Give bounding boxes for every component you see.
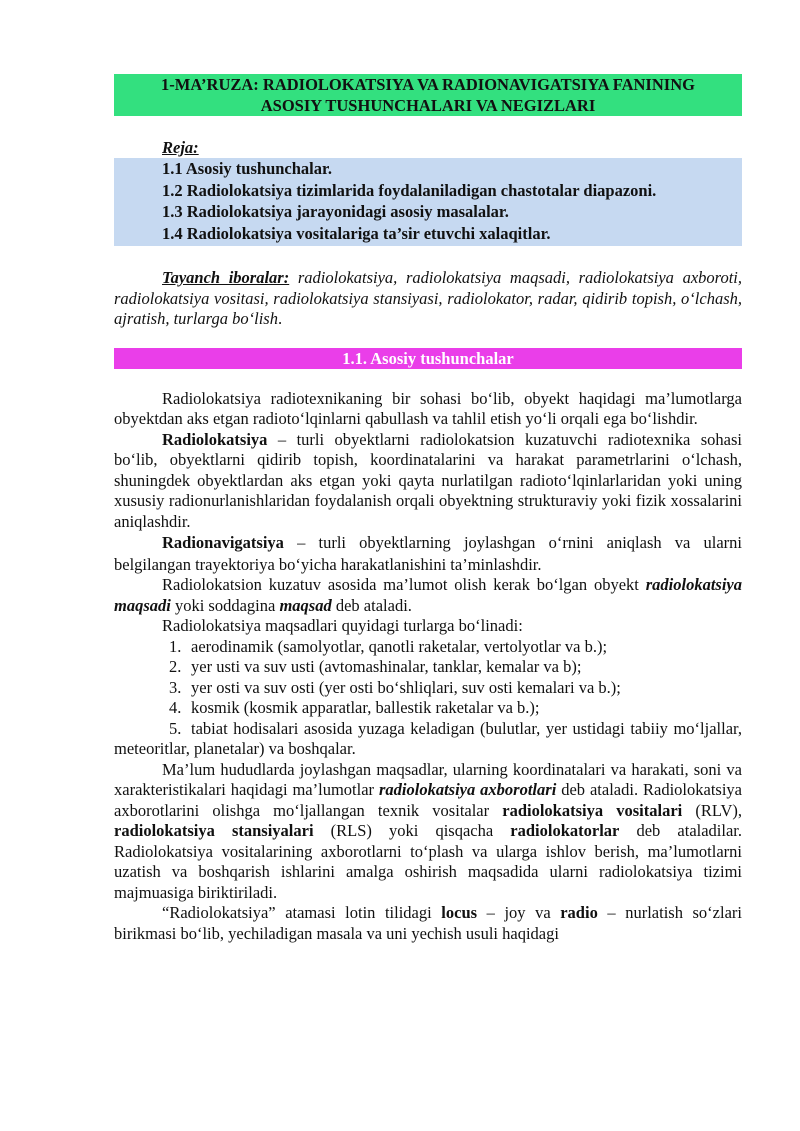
lecture-title-line-2: ASOSIY TUSHUNCHALARI VA NEGIZLARI [260, 96, 596, 115]
key-terms-end: . [277, 309, 283, 328]
list-item [114, 698, 742, 719]
term-radiolokatsiya-stansiyalari: radiolokatsiya stansiyalari [114, 821, 314, 840]
list-item-number: 5. [169, 718, 182, 738]
paragraph-7-text-b: – joy va [477, 903, 561, 922]
paragraph-4-text-b: yoki soddagina [170, 595, 280, 615]
term-radionavigatsiya: Radionavigatsiya [162, 533, 284, 552]
key-terms-label: Tayanch iboralar: [162, 268, 290, 287]
term-radiolokatsiya-axborotlari: radiolokatsiya axborotlari [378, 780, 557, 799]
paragraph-2 [114, 430, 742, 533]
term-radio: radio [560, 903, 598, 922]
paragraph-6-text-c: (RLV), [682, 800, 742, 820]
lecture-title [114, 74, 742, 116]
plan-heading: Reja: [162, 138, 199, 157]
paragraph-6 [114, 760, 742, 904]
document-page [114, 74, 742, 944]
list-item-text: aerodinamik (samolyotlar, qanotli raketalar, vertolyotlar va b.); [191, 636, 608, 656]
list-item [114, 657, 742, 678]
paragraph-3 [114, 532, 742, 575]
term-radiolokatorlar: radiolokatorlar [510, 821, 620, 840]
paragraph-7-text-a: “Radiolokatsiya” atamasi lotin tilidagi [162, 903, 442, 922]
paragraph-7 [114, 903, 742, 944]
term-radiolokatsiya: Radiolokatsiya [162, 429, 268, 449]
section-heading: 1.1. Asosiy tushunchalar [114, 348, 742, 369]
list-item-text: tabiat hodisalari asosida yuzaga keladigan (bulutlar, yer ustidagi tabiiy mo‘ljallar, meteoritlar, planetalar) va boshqalar. [114, 718, 742, 758]
plan-list [114, 158, 742, 246]
plan-item: 1.4 Radiolokatsiya vositalariga ta’sir etuvchi xalaqitlar. [162, 223, 551, 243]
paragraph-1: Radiolokatsiya radiotexnikaning bir sohasi bo‘lib, obyekt haqidagi ma’lumotlarga obyektdan aks etgan radioto‘lqinlarni qabullash va tahlil etish yo‘li orqali ega bo‘lishdir. [114, 388, 742, 428]
paragraph-3-text: – turli obyektlarning joylashgan o‘rnini aniqlash va ularni belgilangan trayektoriya bo‘yicha harakatlanishini ta’minlashdir. [114, 533, 742, 574]
lecture-title-line-1: 1-MA’RUZA: RADIOLOKATSIYA VA RADIONAVIGATSIYA FANINING [161, 75, 695, 94]
list-item-number: 4. [169, 698, 182, 717]
plan-item: 1.2 Radiolokatsiya tizimlarida foydalaniladigan chastotalar diapazoni. [162, 180, 657, 200]
term-maqsad: maqsad [279, 595, 332, 615]
plan-item: 1.1 Asosiy tushunchalar. [162, 159, 332, 178]
key-terms-text: radiolokatsiya, radiolokatsiya maqsadi, radiolokatsiya axboroti, radiolokatsiya vositasi, radiolokatsiya stansiyasi, radiolokator, radar, qidirib topish, o‘lchash, ajratish, turlarga bo‘lish [114, 268, 742, 328]
list-item-text: yer usti va suv usti (avtomashinalar, tanklar, kemalar va b); [191, 657, 582, 676]
list-item-number: 1. [169, 636, 182, 656]
paragraph-7-text-c: – nurlatish so‘zlari birikmasi bo‘lib, yechiladigan masala va uni yechish usuli haqidagi [114, 903, 742, 943]
list-item [114, 637, 742, 658]
paragraph-4 [114, 575, 742, 616]
list-item-text: kosmik (kosmik apparatlar, ballestik raketalar va b.); [191, 698, 540, 717]
list-item-number: 3. [169, 677, 182, 697]
paragraph-4-text-a: Radiolokatsion kuzatuv asosida ma’lumot olish kerak bo‘lgan obyekt [162, 575, 646, 594]
list-item [114, 678, 742, 699]
list-item-5 [114, 719, 742, 760]
target-types-list [114, 637, 742, 719]
paragraph-6-text-e: deb ataladilar. Radiolokatsiya vositalarining axborotlarni to‘plash va ularga ishlov berish, ma’lumotlarni uzatish va boshqarish ishlarini amalga oshirish maqsadida ularni radiolokatsiya tizimi majmuasiga biriktiriladi. [114, 821, 743, 902]
paragraph-6-text-b: deb ataladi. Radiolokatsiya axborotlarini olishga mo‘ljallangan texnik vositalar [114, 780, 743, 820]
list-item-number: 2. [169, 657, 182, 676]
term-locus: locus [441, 903, 478, 922]
key-terms-paragraph [114, 268, 742, 330]
paragraph-6-text-d: (RLS) yoki qisqacha [313, 821, 511, 840]
paragraph-5: Radiolokatsiya maqsadlari quyidagi turlarga bo‘linadi: [162, 616, 523, 635]
paragraph-4-text-c: deb ataladi. [331, 595, 412, 615]
term-radiolokatsiya-vositalari: radiolokatsiya vositalari [502, 800, 683, 820]
list-item-text: yer osti va suv osti (yer osti bo‘shliqlari, suv osti kemalari va b.); [191, 677, 621, 697]
plan-item: 1.3 Radiolokatsiya jarayonidagi asosiy masalalar. [162, 202, 509, 221]
paragraph-6-text-a: Ma’lum hududlarda joylashgan maqsadlar, ularning koordinatalari va harakati, soni va xarakteristikalari haqidagi ma’lumotlar [114, 759, 742, 799]
term-radiolokatsiya-maqsadi: radiolokatsiya maqsadi [114, 575, 742, 615]
paragraph-2-text: – turli obyektlarni radiolokatsion kuzatuvchi radiotexnika sohasi bo‘lib, obyektlarni qidirib topish, koordinatalarini va harakat parametrlarini o‘lchash, shuningdek obyektlardan aks etgan yoki qayta nurlatilgan radioto‘lqinlarlaridan yoki uning xususiy radionurlanishlaridan foydalanish orqali obyektning strukturaviy yoki fizik xossalarini aniqlashdir. [114, 429, 742, 531]
